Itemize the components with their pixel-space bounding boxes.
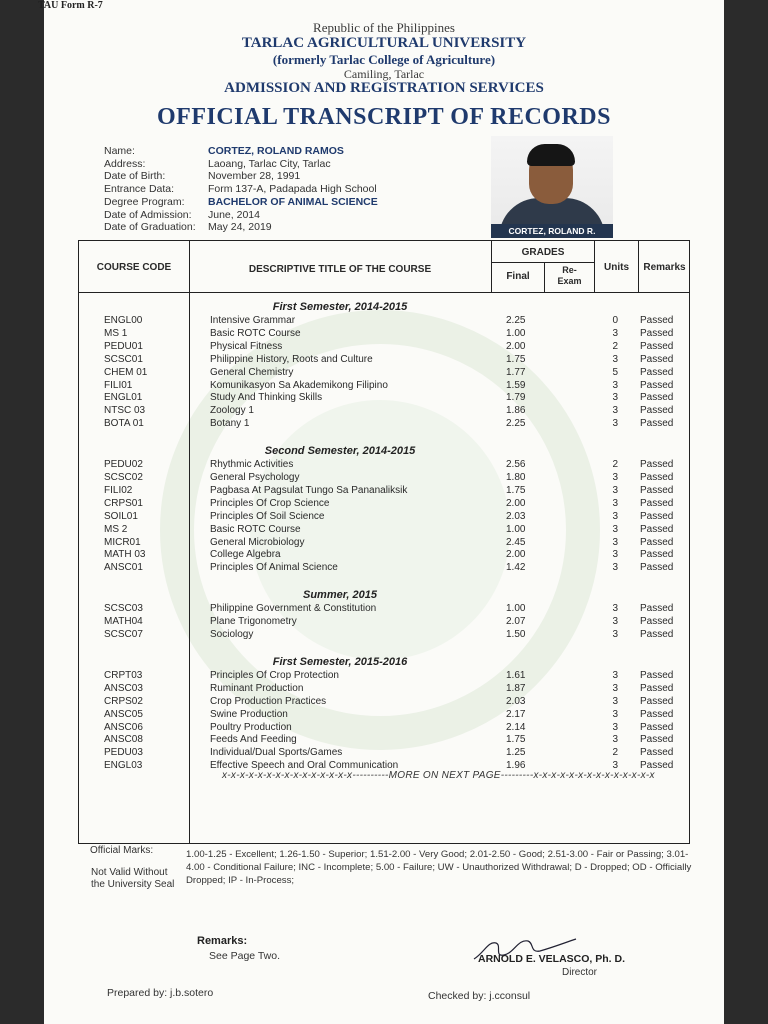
course-row [104,485,684,498]
course-units: 3 [612,484,618,496]
course-remark: Passed [640,708,674,720]
header-course-title: DESCRIPTIVE TITLE OF THE COURSE [248,264,432,275]
remarks-value: See Page Two. [209,950,281,962]
semester-heading: First Semester, 2014-2015 [272,301,408,313]
course-row [104,549,684,562]
course-title: General Psychology [210,472,300,483]
student-info-label: Date of Birth: [104,170,166,183]
grades-subheader-line [491,262,594,263]
course-row [104,747,684,760]
photo-caption: CORTEZ, ROLAND R. [491,224,613,238]
course-remark: Passed [640,523,674,535]
course-units: 3 [612,379,618,391]
course-units: 2 [612,340,618,352]
student-info-label: Entrance Data: [104,183,175,196]
formerly-line: (formerly Tarlac College of Agriculture) [272,52,496,67]
course-title: Effective Speech and Oral Communication [210,760,399,772]
course-title: Principles Of Crop Protection [210,669,339,681]
course-code: SCSC01 [104,353,143,365]
course-row [104,392,684,405]
final-grade: 1.75 [506,353,526,365]
course-title: Plane Trigonometry [210,616,297,628]
student-info-label: Name: [104,145,135,157]
seal-validity-note: Not Valid Without the University Seal [91,867,175,890]
course-units: 3 [612,562,618,574]
course-units: 3 [612,497,618,509]
course-units: 0 [612,315,618,326]
student-info-value: BACHELOR OF ANIMAL SCIENCE [208,195,378,208]
course-title: Swine Production [210,708,288,720]
course-remark: Passed [640,484,674,496]
checked-by: Checked by: j.cconsul [428,990,531,1002]
course-code: CHEM 01 [104,366,148,378]
final-grade: 2.45 [506,536,526,548]
course-remark: Passed [640,405,674,417]
course-units: 3 [612,510,618,522]
course-units: 3 [612,695,618,707]
course-row [104,328,684,341]
course-code: ANSC03 [104,682,143,694]
remarks-label: Remarks: [197,935,248,947]
final-grade: 1.00 [506,523,526,535]
course-code: FILI01 [104,379,133,391]
course-remark: Passed [640,562,674,574]
course-code: CRPS02 [104,695,143,707]
final-grade: 1.25 [506,747,526,759]
course-units: 5 [612,366,618,378]
course-units: 3 [612,327,618,339]
course-remark: Passed [640,536,674,548]
course-code: ENGL01 [104,392,143,404]
final-grade: 1.50 [506,629,526,640]
student-info-value: CORTEZ, ROLAND RAMOS [208,145,344,157]
course-code: ANSC08 [104,734,143,746]
course-row [104,562,684,575]
course-code: NTSC 03 [104,405,146,417]
course-row [104,616,684,629]
official-marks-label: Official Marks: [90,845,154,856]
course-units: 3 [612,405,618,417]
course-remark: Passed [640,629,674,640]
student-info-row [104,145,378,158]
course-title: Botany 1 [210,418,250,430]
course-remark: Passed [640,616,674,628]
director-title: Director [562,967,598,978]
course-code: FILI02 [104,484,133,496]
final-grade: 1.80 [506,472,526,483]
student-info-label: Date of Graduation: [104,221,196,234]
course-title: Komunikasyon Sa Akademikong Filipino [210,379,388,391]
student-info-label: Degree Program: [104,195,185,208]
course-units: 3 [612,760,618,772]
course-title: Principles Of Crop Science [210,497,330,509]
course-remark: Passed [640,315,674,326]
final-grade: 1.75 [506,734,526,746]
course-remark: Passed [640,760,674,772]
course-row [104,709,684,722]
course-code: BOTA 01 [104,418,144,430]
course-title: Intensive Grammar [210,315,296,326]
course-row [104,696,684,709]
course-code: ANSC06 [104,721,143,733]
student-photo [491,136,613,238]
student-info-value: November 28, 1991 [208,170,301,183]
course-row [104,418,684,431]
course-row [104,524,684,537]
final-grade: 2.25 [506,315,526,326]
course-row [104,498,684,511]
final-grade: 2.03 [506,510,526,522]
course-units: 3 [612,629,618,640]
course-remark: Passed [640,734,674,746]
course-title: Philippine History, Roots and Culture [210,353,373,365]
course-remark: Passed [640,721,674,733]
final-grade: 1.96 [506,760,526,772]
final-grade: 2.25 [506,418,526,430]
course-code: MATH 03 [104,549,146,561]
course-code: CRPT03 [104,669,143,681]
course-code: ENGL03 [104,760,143,772]
final-grade: 2.00 [506,497,526,509]
course-units: 3 [612,708,618,720]
course-title: Principles Of Animal Science [210,562,338,574]
course-title: Physical Fitness [210,340,283,352]
student-info-value: Form 137-A, Padapada High School [208,183,377,196]
final-grade: 2.00 [506,340,526,352]
course-title: Basic ROTC Course [210,327,301,339]
course-title: Pagbasa At Pagsulat Tungo Sa Pananaliksik [210,484,408,496]
course-code: ANSC05 [104,708,143,720]
final-grade: 1.61 [506,669,526,681]
prepared-by: Prepared by: j.b.sotero [107,987,214,999]
course-units: 3 [612,523,618,535]
course-row [104,537,684,550]
course-remark: Passed [640,459,674,471]
more-on-next-page: x-x-x-x-x-x-x-x-x-x-x-x-x-x-x----------MORE ON NEXT PAGE---------x-x-x-x-x-x-x-x-x-x-x-x-x-x [222,770,655,781]
header-grades: GRADES [521,247,565,258]
student-info-label: Address: [104,157,146,170]
final-grade: 1.86 [506,405,526,417]
course-title: Study And Thinking Skills [210,392,323,404]
course-title: General Microbiology [210,536,305,548]
final-grade: 1.59 [506,379,526,391]
course-code: ENGL00 [104,315,143,326]
course-remark: Passed [640,603,674,615]
semester-heading: First Semester, 2015-2016 [272,655,408,668]
header-units: Units [604,262,629,273]
course-row [104,341,684,354]
table-header-line [78,292,690,293]
final-grade: 1.00 [506,603,526,615]
course-title: Basic ROTC Course [210,523,301,535]
course-units: 3 [612,616,618,628]
course-code: MATH04 [104,616,143,628]
course-code: SOIL01 [104,510,138,522]
course-title: Ruminant Production [210,682,304,694]
course-remark: Passed [640,747,674,759]
university-name: TARLAC AGRICULTURAL UNIVERSITY [241,35,527,51]
student-info-row [104,183,378,196]
student-info-row [104,221,378,234]
course-title: College Algebra [210,549,281,561]
final-grade: 2.07 [506,616,526,628]
director-name: ARNOLD E. VELASCO, Ph. D. [478,953,626,965]
header-final: Final [506,271,530,282]
course-remark: Passed [640,340,674,352]
course-remark: Passed [640,418,674,430]
course-units: 3 [612,472,618,483]
form-number: TAU Form R-7 [38,0,103,11]
semester-heading: Summer, 2015 [303,589,377,602]
course-units: 2 [612,747,618,759]
course-row [104,511,684,524]
course-units: 3 [612,392,618,404]
course-title: Zoology 1 [210,405,254,417]
header-course-code: COURSE CODE [96,262,172,273]
course-row [104,683,684,696]
course-remark: Passed [640,366,674,378]
student-info-value: June, 2014 [208,208,260,221]
course-remark: Passed [640,392,674,404]
final-grade: 1.87 [506,682,526,694]
header-reexam: Re- Exam [557,265,582,286]
course-remark: Passed [640,472,674,483]
final-grade: 1.75 [506,484,526,496]
course-code: MS 2 [104,523,128,535]
course-row [104,603,684,616]
course-title: Crop Production Practices [210,695,327,707]
course-units: 3 [612,549,618,561]
course-code: SCSC03 [104,603,143,615]
official-marks-legend: 1.00-1.25 - Excellent; 1.26-1.50 - Superior; 1.51-2.00 - Very Good; 2.01-2.50 - Good; 2.51-3.00 - Fair or Passing; 3.01-4.00 - Conditional Failure; INC - Incomplete; 5.00 - Failure; UW - Unauthorized Withdrawal; D - Dropped; OD - Officially Dropped; IP - In-Process; [186,849,692,886]
course-code: PEDU03 [104,747,143,759]
course-title: Rhythmic Activities [210,459,294,471]
student-info-value: May 24, 2019 [208,221,272,234]
course-code: SCSC02 [104,472,143,483]
course-remark: Passed [640,682,674,694]
course-code: MICR01 [104,536,141,548]
course-remark: Passed [640,379,674,391]
course-title: Sociology [210,629,254,640]
course-remark: Passed [640,695,674,707]
course-remark: Passed [640,549,674,561]
final-grade: 1.79 [506,392,526,404]
republic-line: Republic of the Philippines [313,20,455,35]
course-code: PEDU01 [104,340,143,352]
course-row [104,354,684,367]
course-remark: Passed [640,327,674,339]
student-info-row [104,196,378,209]
course-row [104,734,684,747]
final-grade: 1.42 [506,562,526,574]
course-units: 3 [612,418,618,430]
course-units: 3 [612,669,618,681]
course-title: Philippine Government & Constitution [210,603,377,615]
course-row [104,722,684,735]
final-grade: 2.03 [506,695,526,707]
course-row [104,405,684,418]
course-row [104,380,684,393]
course-code: PEDU02 [104,459,143,471]
course-remark: Passed [640,510,674,522]
final-grade: 1.77 [506,366,526,378]
photo-hair [527,144,575,166]
course-row [104,629,684,642]
course-row [104,315,684,328]
final-grade: 2.14 [506,721,526,733]
course-title: Principles Of Soil Science [210,510,325,522]
course-remark: Passed [640,353,674,365]
course-units: 3 [612,603,618,615]
location-line: Camiling, Tarlac [343,67,425,81]
office-name: ADMISSION AND REGISTRATION SERVICES [224,80,544,96]
student-info [104,145,378,234]
course-units: 3 [612,682,618,694]
course-units: 2 [612,459,618,471]
course-units: 3 [612,721,618,733]
course-remark: Passed [640,669,674,681]
course-remark: Passed [640,497,674,509]
course-code: CRPS01 [104,497,143,509]
document-title: OFFICIAL TRANSCRIPT OF RECORDS [157,104,611,130]
student-info-row [104,170,378,183]
student-info-row [104,158,378,171]
course-units: 3 [612,734,618,746]
final-grade: 1.00 [506,327,526,339]
final-grade: 2.56 [506,459,526,471]
course-code: SCSC07 [104,629,143,640]
course-code: ANSC01 [104,562,143,574]
student-info-label: Date of Admission: [104,208,192,221]
student-info-row [104,209,378,222]
course-row [104,459,684,472]
student-info-value: Laoang, Tarlac City, Tarlac [208,157,331,170]
course-code: MS 1 [104,327,128,339]
course-title: Feeds And Feeding [210,734,297,746]
final-grade: 2.17 [506,708,526,720]
course-title: Poultry Production [210,721,292,733]
course-units: 3 [612,536,618,548]
header-remarks: Remarks [643,262,686,273]
semester-heading: Second Semester, 2014-2015 [264,445,416,458]
course-row [104,367,684,380]
course-row [104,472,684,485]
course-row [104,670,684,683]
course-title: Individual/Dual Sports/Games [210,747,343,759]
course-title: General Chemistry [210,366,294,378]
final-grade: 2.00 [506,549,526,561]
course-units: 3 [612,353,618,365]
